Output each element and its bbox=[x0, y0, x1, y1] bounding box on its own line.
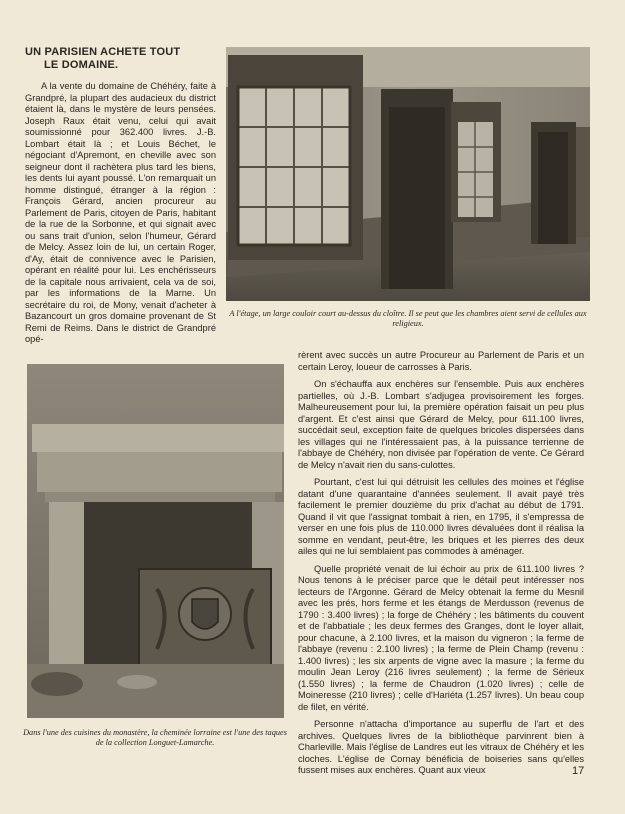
paragraph: Pourtant, c'est lui qui détruisit les cellules des moines et l'église datant d'une quarantaine d'années seulement. Il avait payé très facilement le premier douzième du prix d'achat au début de 1791. Quand il vit que l'assignat tombait à rien, en 1795, il s'empressa de verser en une fois plus de 110.000 livres dévaluées dont il réalisa la somme en vendant, peut-être, les briques et les pierres des deux ailes qui ne lui semblaient pas commodes à aménager. bbox=[298, 477, 584, 556]
fireplace-photo-caption: Dans l'une des cuisines du monastère, la cheminée lorraine est l'une des taques de la collection Longuet-Lamarche. bbox=[23, 728, 287, 747]
paragraph: rèrent avec succès un autre Procureur au Parlement de Paris et un certain Leroy, loueur de carrosses à Paris. bbox=[298, 350, 584, 372]
corridor-photo-image bbox=[226, 47, 590, 301]
fireplace-photo bbox=[27, 364, 284, 718]
paragraph: Personne n'attacha d'importance au superflu de l'art et des archives. Quelques livres de la bibliothèque parvinrent bien à Charleville. Mais l'église de Landres eut les vitraux de Chéhéry et les cloches. L'église de Cornay bénéficia de boiseries sans qu'elles fussent mises aux enchères. Quant aux vieux bbox=[298, 719, 584, 775]
corridor-photo-caption: A l'étage, un large couloir court au-dessus du cloître. Il se peut que les chambres aient servi de cellules aux religieux. bbox=[229, 309, 587, 328]
article-column-left bbox=[25, 81, 216, 352]
article-column-right bbox=[298, 350, 584, 783]
paragraph: A la vente du domaine de Chéhéry, faite à Grandpré, la plupart des audacieux du district étaient là, dans le mystère de leurs pensées. Joseph Raux était venu, celui qui avait soumissionné pour 362.400 livres. J.-B. Lombart était là ; et Louis Béchet, le négociant d'Apremont, en cheville avec son seigneur dont il rachètera plus tard les biens, les dents lui ayant poussé. L'on remarquait un homme distingué, étranger à la région : François Gérard, ancien procureur au Parlement de Paris, citoyen de Paris, habitant de la rue de la Sorbonne, et qui signait avec ou sans trait d'union, selon l'humeur, Gérard de Melcy. Assez loin de lui, un certain Roger, d'Ay, était de connivence avec le Parisien, opérant en réalité pour lui. Les enchérisseurs de la capitale nous arrivaient, cela va de soi, par les informations de la Marne. Un secrétaire du roi, de Mony, venait d'acheter à Bazancourt un gros domaine provenant de St Remi de Reims. Dans le district de Grandpré opé- bbox=[25, 81, 216, 344]
page-number: 17 bbox=[572, 765, 585, 777]
fireplace-photo-image bbox=[27, 364, 284, 718]
heading-line-1: UN PARISIEN ACHETE TOUT bbox=[25, 46, 181, 58]
article-heading bbox=[25, 46, 215, 72]
paragraph: On s'échauffa aux enchères sur l'ensemble. Puis aux enchères partielles, où J.-B. Lombart s'adjugea provisoirement les forges. Malheureusement pour lui, la première opération faisait un peu plus d'argent. Et c'est ainsi que Gérard de Melcy, pour 611.100 livres, succédait seul, exception faite de quelques bricoles dispersées dans les villages qui ne l'intéressaient pas, à la puissance terrienne de l'abbaye de Chéhéry, non divisée par l'opération de vente. Ce Gérard de Melcy n'avait rien du sans-culottes. bbox=[298, 379, 584, 470]
corridor-photo bbox=[226, 47, 590, 301]
heading-line-2: LE DOMAINE. bbox=[44, 59, 119, 71]
paragraph: Quelle propriété venait de lui échoir au prix de 611.100 livres ? Nous tenons à le préciser parce que le détail peut intéresser nos lecteurs de l'Argonne. Gérard de Melcy obtenait la ferme du Mesnil avec les prés, hors ferme et les étangs de Merdusson (revenus de 1790 : 3.400 livres) ; la forge de Chéhéry ; les bâtiments du couvent et de l'abbatiale ; les deux fermes des Granges, dont le loyer allait, pour chacune, à 2.100 livres, et la maison du vigneron ; la ferme de l'abbaye (revenu : 2.100 livres) ; la ferme de Plein Champ (revenu : 1.400 livres) ; les six arpents de vigne avec la masure ; la ferme du moulin Jean Leroy (216 livres seulement) ; la ferme de Sérieux (1.550 livres) ; la ferme de Chaudron (1.020 livres) ; celle de Moineresse (210 livres) ; celle d'Hariéta (1.257 livres). Un beau coup de filet, en vérité. bbox=[298, 563, 584, 712]
